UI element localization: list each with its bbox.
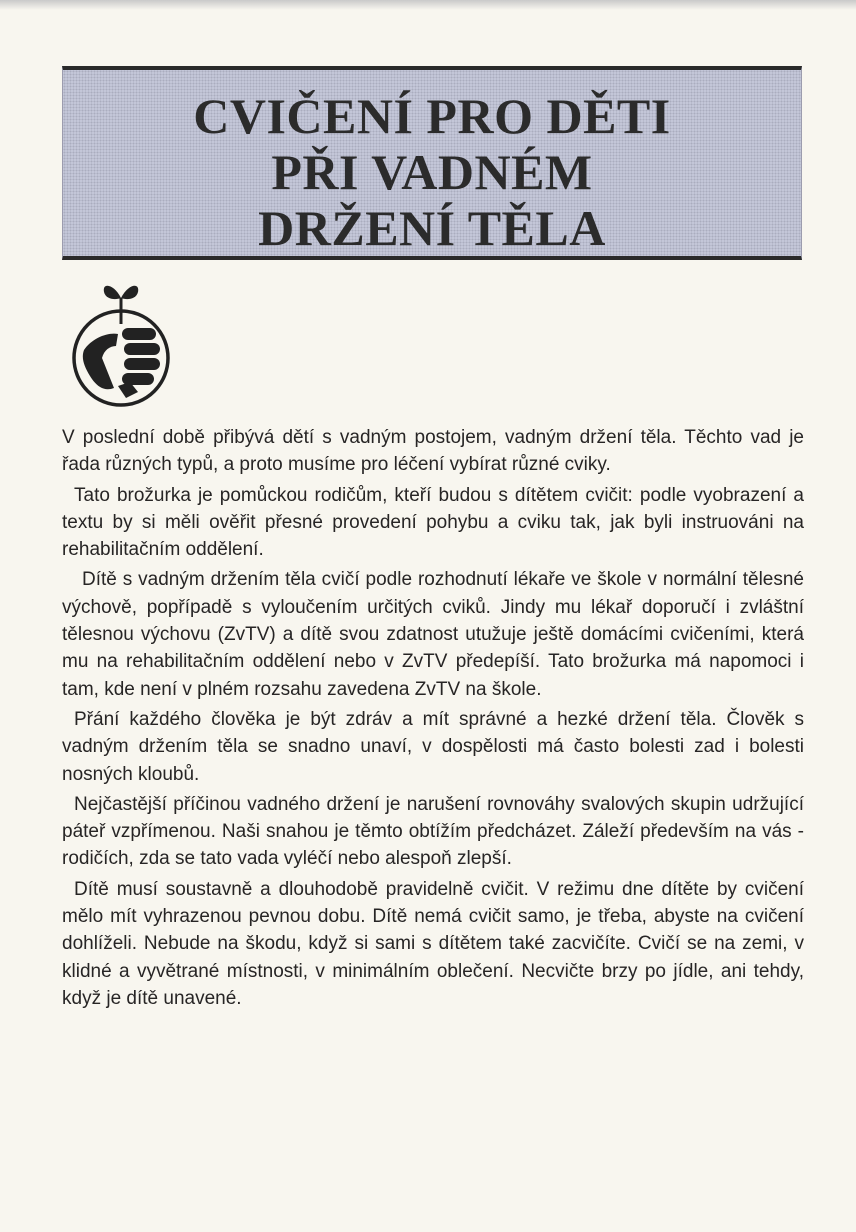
paragraph-cause: Nejčastější příčinou vadného držení je narušení rovnováhy svalových skupin udržující páteř vzpřímenou. Naši snahou je těmto obtížím předcházet. Záleží především na vás - rodičích, zda se tato vada vyléčí nebo alespoň zlepší. — [62, 793, 804, 870]
title-line-1: CVIČENÍ PRO DĚTI — [193, 88, 671, 144]
scan-edge-shadow — [0, 0, 856, 10]
paragraph-brochure: Tato brožurka je pomůckou rodičům, kteří budou s dítětem cvičit: podle vyobrazení a textu by si měli ověřit přesné provedení pohybu a cviku tak, jak byli instruováni na rehabilitačním oddělení. — [62, 484, 804, 561]
paragraph-school: Dítě s vadným držením těla cvičí podle rozhodnutí lékaře ve škole v normální tělesné výchově, popřípadě s vyloučením určitých cviků. Jindy mu lékař doporučí i zvláštní tělesnou výchovu (ZvTV) a dítě svou zdatnost utužuje ještě domácími cvičeními, která mu na rehabilitačním oddělení nebo v ZvTV předepíší. Tato brožurka má napomoci i tam, kde není v plném rozsahu zavedena ZvTV na škole. — [62, 569, 804, 700]
hand-holding-sprout-logo-icon — [66, 276, 176, 408]
paragraph-exercise: Dítě musí soustavně a dlouhodobě pravidelně cvičit. V režimu dne dítěte by cvičení mělo mít vyhrazenou pevnou dobu. Dítě nemá cvičit samo, je třeba, abyste na cvičení dohlíželi. Nebude na škodu, když si sami s dítětem také zacvičíte. Cvičí se na zemi, v klidné a vyvětrané místnosti, v minimálním oblečení. Necvičte brzy po jídle, ani tehdy, když je dítě unavené. — [62, 878, 804, 1009]
paragraph-wish: Přání každého člověka je být zdráv a mít správné a hezké držení těla. Člověk s vadným držením těla se snadno unaví, v dospělosti má často bolesti zad i bolesti nosných kloubů. — [62, 708, 804, 785]
title-banner — [62, 66, 802, 260]
title-line-3: DRŽENÍ TĚLA — [258, 200, 606, 256]
paragraph-intro: V poslední době přibývá dětí s vadným postojem, vadným držení těla. Těchto vad je řada různých typů, a proto musíme pro léčení vybírat různé cviky. — [62, 427, 804, 476]
title-line-2: PŘI VADNÉM — [271, 144, 593, 200]
body-text — [62, 424, 804, 1015]
